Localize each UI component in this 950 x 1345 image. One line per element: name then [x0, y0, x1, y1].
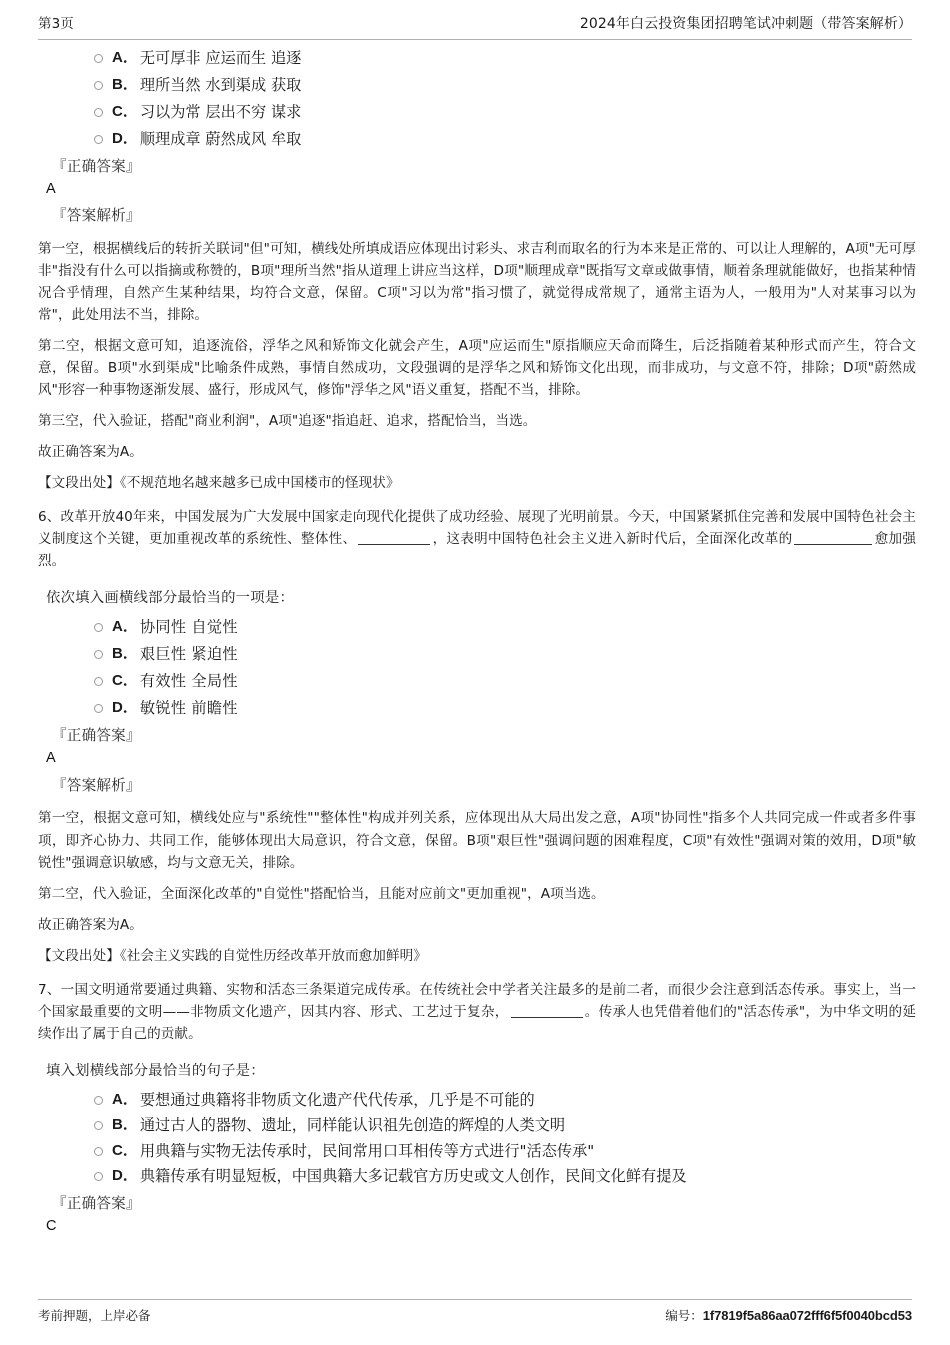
option-letter: B．: [112, 76, 138, 94]
option-letter: D．: [112, 699, 138, 717]
question7-stem-part1: 7、一国文明通常要通过典籍、实物和活态三条渠道完成传承。在传统社会中学者关注最多的是前二者，而很少会注意到活态传承。事实上，当一个国家最重要的文明——非物质文化遗产，因其内容、形式、工艺过于复杂，: [38, 981, 916, 1020]
correct-answer-value: A: [46, 180, 56, 197]
option-row[interactable]: [38, 698, 916, 719]
radio-icon[interactable]: [94, 135, 103, 144]
radio-icon[interactable]: [94, 1172, 103, 1181]
radio-icon[interactable]: [94, 1121, 103, 1130]
page-header: [38, 14, 912, 40]
source-text: 《不规范地名越来越多已成中国楼市的怪现状》: [119, 475, 400, 492]
source-text: 《社会主义实践的自觉性历经改革开放而愈加鲜明》: [119, 947, 427, 964]
question7-prompt: 填入划横线部分最恰当的句子是：: [46, 1062, 265, 1079]
option-letter: D．: [112, 130, 138, 148]
fill-blank: [511, 1005, 583, 1018]
source-label: 【文段出处】: [38, 475, 120, 492]
fill-blank: [794, 532, 872, 545]
option-text: 习以为常 层出不穷 谋求: [139, 103, 302, 122]
option-row[interactable]: [38, 644, 916, 665]
option-text: 有效性 全局性: [139, 672, 238, 691]
question6-prompt: 依次填入画横线部分最恰当的一项是：: [46, 590, 295, 607]
option-letter: B．: [112, 1116, 138, 1134]
option-row[interactable]: [38, 671, 916, 692]
source-label: 【文段出处】: [38, 947, 120, 964]
option-text: 要想通过典籍将非物质文化遗产代代传承，几乎是不可能的: [139, 1090, 535, 1109]
option-row[interactable]: [38, 617, 916, 638]
question6-options: [38, 617, 916, 719]
option-letter: A．: [112, 49, 138, 66]
analysis-conclusion: 故正确答案为A。: [38, 444, 143, 461]
option-text: 理所当然 水到渠成 获取: [139, 76, 302, 95]
analysis-paragraph: 第三空，代入验证，搭配"商业利润"，A项"追逐"指追赶、追求，搭配恰当，当选。: [38, 413, 537, 430]
question6-stem-part1: 6、改革开放40年来，中国发展为广大发展中国家走向现代化提供了成功经验、展现了光明前景。今天，中国紧紧抓住完善和发展中国特色社会主义制度这个关键，更加重视改革的系统性、整体性、: [38, 509, 916, 548]
option-row[interactable]: [38, 1166, 916, 1187]
analysis-paragraph: 第二空，代入验证，全面深化改革的"自觉性"搭配恰当，且能对应前文"更加重视"，A项当选。: [38, 885, 605, 902]
fill-blank: [358, 532, 430, 545]
correct-answer-label: 『正确答案』: [52, 1194, 141, 1212]
radio-icon[interactable]: [94, 623, 103, 632]
document-title: 2024年白云投资集团招聘笔试冲刺题（带答案解析）: [579, 16, 912, 32]
footer-code-value: 1f7819f5a86aa072fff6f5f0040bcd53: [702, 1308, 912, 1323]
source-line: [38, 472, 916, 494]
option-row[interactable]: [38, 1090, 916, 1111]
analysis-paragraph: 第一空，根据文意可知，横线处应与"系统性""整体性"构成并列关系，应体现出从大局出发之意，A项"协同性"指多个人共同完成一件或者多件事项，即齐心协力、共同工作，能够体现出大局意识，符合文意，保留。B项"艰巨性"强调问题的困难程度，C项"有效性"强调对策的效用，D项"敏锐性"强调意识敏感，均与文意无关，排除。: [38, 810, 916, 871]
option-letter: C．: [112, 1141, 138, 1159]
option-letter: A．: [112, 618, 138, 636]
option-text: 用典籍与实物无法传承时，民间常用口耳相传等方式进行"活态传承": [139, 1141, 595, 1160]
option-row[interactable]: [38, 1141, 916, 1162]
option-row[interactable]: [38, 75, 916, 96]
analysis-paragraph: 第二空，根据文意可知，追逐流俗，浮华之风和矫饰文化就会产生，A项"应运而生"原指顺应天命而降生，后泛指随着某种形式而产生，符合文意，保留。B项"水到渠成"比喻条件成熟，事情自然成功，文段强调的是浮华之风和矫饰文化出现，而非成功，与文意不符，排除；D项"蔚然成风"形容一种事物逐渐发展、盛行，形成风气，修饰"浮华之风"语义重复，搭配不当，排除。: [38, 338, 916, 399]
question6-stem-part3: 愈加强烈。: [38, 531, 916, 570]
option-text: 艰巨性 紧迫性: [139, 645, 238, 664]
radio-icon[interactable]: [94, 54, 103, 63]
option-text: 通过古人的器物、遗址，同样能认识祖先创造的辉煌的人类文明: [139, 1116, 566, 1135]
option-letter: A．: [112, 1090, 138, 1108]
question6-stem: [38, 506, 916, 572]
page-footer: [38, 1299, 912, 1324]
analysis-conclusion: 故正确答案为A。: [38, 916, 143, 933]
page-number-label: 第3页: [38, 16, 74, 32]
radio-icon[interactable]: [94, 1096, 103, 1105]
option-letter: D．: [112, 1167, 138, 1185]
option-row[interactable]: [38, 102, 916, 123]
option-row[interactable]: [38, 129, 916, 150]
radio-icon[interactable]: [94, 650, 103, 659]
option-letter: C．: [112, 103, 138, 121]
question7-stem: [38, 979, 916, 1045]
option-text: 顺理成章 蔚然成风 牟取: [139, 130, 302, 149]
footer-slogan: 考前押题，上岸必备: [38, 1308, 151, 1323]
correct-answer-label: 『正确答案』: [52, 727, 141, 745]
footer-code: [665, 1306, 912, 1324]
option-text: 协同性 自觉性: [139, 618, 238, 637]
option-row[interactable]: [38, 1115, 916, 1136]
option-text: 无可厚非 应运而生 追逐: [139, 49, 302, 67]
radio-icon[interactable]: [94, 108, 103, 117]
question7-stem-part2: 。传承人也凭借着他们的"活态传承"，为中华文明的延续作出了属于自己的贡献。: [38, 1003, 916, 1042]
analysis-paragraph: 第一空，根据横线后的转折关联词"但"可知，横线处所填成语应体现出讨彩头、求吉利而取名的行为本来是正常的、可以让人理解的，A项"无可厚非"指没有什么可以指摘或称赞的，B项"理所当然"指从道理上讲应当这样，D项"顺理成章"既指写文章或做事情，顺着条理就能做好，也指某种情况合乎情理，自然产生某种结果，均符合文意，保留。C项"习以为常"指习惯了，就觉得成常规了，通常主语为人，一般用为"人对某事习以为常"，此处用法不当，排除。: [38, 241, 916, 324]
question5-options: [38, 48, 916, 150]
option-text: 敏锐性 前瞻性: [139, 699, 238, 718]
option-letter: B．: [112, 645, 138, 663]
source-line: [38, 945, 916, 967]
correct-answer-value: A: [46, 750, 56, 767]
correct-answer-value: C: [46, 1217, 57, 1234]
radio-icon[interactable]: [94, 1147, 103, 1156]
answer-analysis-label: 『答案解析』: [52, 776, 141, 794]
footer-code-label: 编号：: [665, 1308, 703, 1323]
radio-icon[interactable]: [94, 704, 103, 713]
option-text: 典籍传承有明显短板，中国典籍大多记载官方历史或文人创作，民间文化鲜有提及: [139, 1167, 687, 1186]
document-body: [38, 48, 916, 1240]
option-letter: C．: [112, 672, 138, 690]
question6-stem-part2: ，这表明中国特色社会主义进入新时代后，全面深化改革的: [432, 531, 793, 548]
radio-icon[interactable]: [94, 81, 103, 90]
correct-answer-label: 『正确答案』: [52, 158, 141, 176]
question7-options: [38, 1090, 916, 1187]
radio-icon[interactable]: [94, 677, 103, 686]
answer-analysis-label: 『答案解析』: [52, 207, 141, 225]
option-row[interactable]: [38, 48, 916, 69]
